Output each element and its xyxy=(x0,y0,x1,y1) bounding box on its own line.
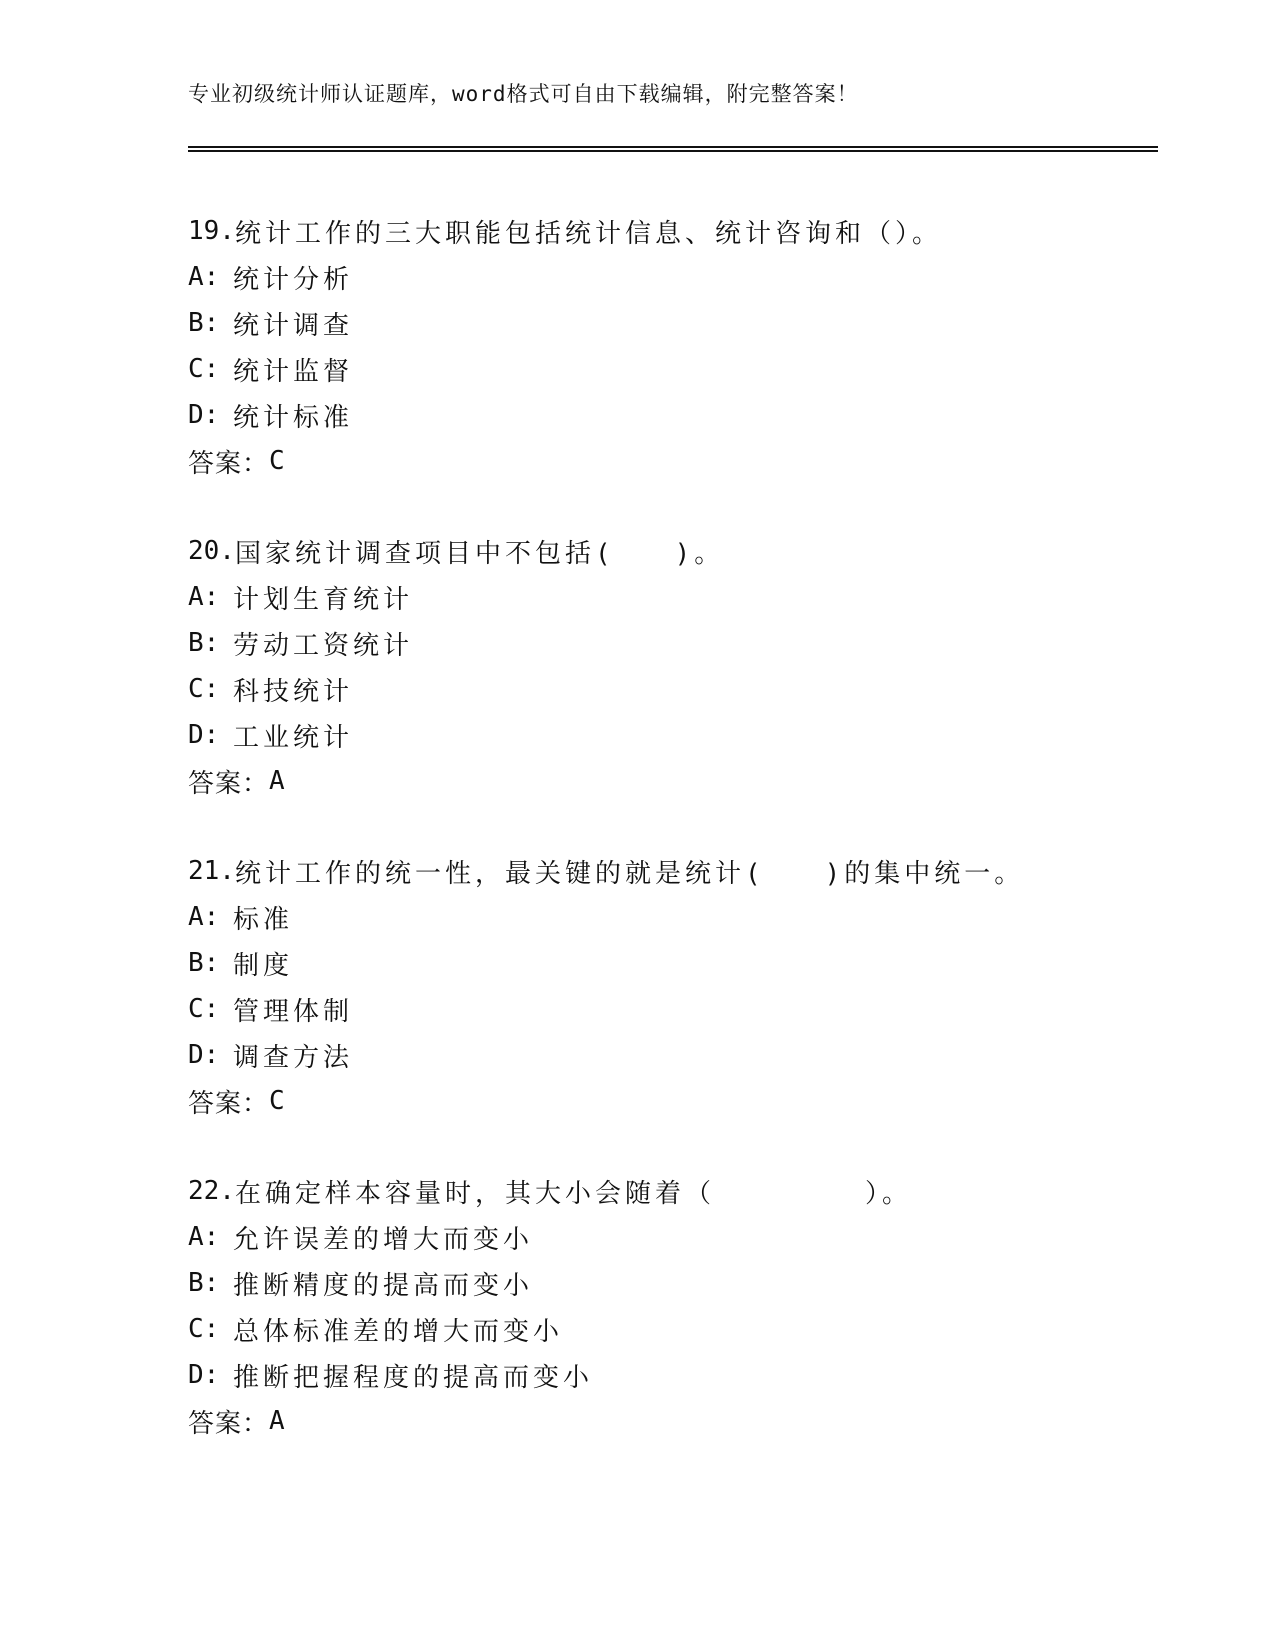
option-text: 劳动工资统计 xyxy=(233,630,414,661)
option-d xyxy=(188,712,1168,758)
option-text: 推断把握程度的提高而变小 xyxy=(233,1362,594,1393)
answer-value: A xyxy=(269,766,286,796)
answer-value: C xyxy=(269,446,286,476)
option-text: 统计分析 xyxy=(233,264,354,295)
option-text: 允许误差的增大而变小 xyxy=(233,1224,534,1255)
option-b xyxy=(188,620,1168,666)
option-letter: C: xyxy=(188,994,220,1024)
option-letter: A: xyxy=(188,262,220,292)
option-letter: D: xyxy=(188,1040,220,1070)
question-number: 21. xyxy=(188,856,235,886)
question-21 xyxy=(188,848,1168,1124)
option-text: 计划生育统计 xyxy=(233,584,414,615)
option-a xyxy=(188,574,1168,620)
option-a xyxy=(188,894,1168,940)
answer-line xyxy=(188,1398,1168,1444)
option-b xyxy=(188,1260,1168,1306)
option-letter: B: xyxy=(188,308,220,338)
header-divider xyxy=(188,150,1158,152)
option-a xyxy=(188,254,1168,300)
answer-line xyxy=(188,758,1168,804)
answer-line xyxy=(188,438,1168,484)
option-letter: B: xyxy=(188,948,220,978)
option-b xyxy=(188,940,1168,986)
question-text: 国家统计调查项目中不包括( )。 xyxy=(234,538,725,569)
question-number: 22. xyxy=(188,1176,235,1206)
option-letter: A: xyxy=(188,1222,220,1252)
answer-label: 答案： xyxy=(188,1408,270,1439)
answer-label: 答案： xyxy=(188,768,270,799)
answer-value: C xyxy=(269,1086,286,1116)
option-letter: C: xyxy=(188,354,220,384)
option-letter: C: xyxy=(188,1314,220,1344)
answer-value: A xyxy=(269,1406,286,1436)
option-c xyxy=(188,986,1168,1032)
option-text: 管理体制 xyxy=(233,996,354,1027)
option-letter: B: xyxy=(188,628,220,658)
answer-label: 答案： xyxy=(188,448,270,479)
header-divider xyxy=(188,146,1158,148)
question-stem xyxy=(188,848,1168,894)
question-number: 20. xyxy=(188,536,235,566)
option-text: 统计标准 xyxy=(233,402,354,433)
question-text: 统计工作的统一性，最关键的就是统计( )的集中统一。 xyxy=(234,858,1025,889)
option-d xyxy=(188,1032,1168,1078)
option-b xyxy=(188,300,1168,346)
option-letter: C: xyxy=(188,674,220,704)
question-20 xyxy=(188,528,1168,804)
question-number: 19. xyxy=(188,216,235,246)
answer-line xyxy=(188,1078,1168,1124)
question-text: 统计工作的三大职能包括统计信息、统计咨询和（）。 xyxy=(234,218,942,249)
option-c xyxy=(188,666,1168,712)
option-a xyxy=(188,1214,1168,1260)
page-header: 专业初级统计师认证题库，word格式可自由下载编辑，附完整答案！ xyxy=(188,82,859,106)
question-stem xyxy=(188,208,1168,254)
question-stem xyxy=(188,1168,1168,1214)
question-19 xyxy=(188,208,1168,484)
option-text: 科技统计 xyxy=(233,676,354,707)
option-text: 推断精度的提高而变小 xyxy=(233,1270,534,1301)
question-stem xyxy=(188,528,1168,574)
option-text: 标准 xyxy=(233,904,294,935)
option-letter: A: xyxy=(188,582,220,612)
option-c xyxy=(188,346,1168,392)
option-letter: A: xyxy=(188,902,220,932)
option-letter: D: xyxy=(188,1360,220,1390)
option-d xyxy=(188,1352,1168,1398)
option-letter: B: xyxy=(188,1268,220,1298)
option-c xyxy=(188,1306,1168,1352)
option-d xyxy=(188,392,1168,438)
option-text: 调查方法 xyxy=(233,1042,354,1073)
answer-label: 答案： xyxy=(188,1088,270,1119)
option-text: 工业统计 xyxy=(233,722,354,753)
option-text: 总体标准差的增大而变小 xyxy=(233,1316,564,1347)
option-text: 统计调查 xyxy=(233,310,354,341)
question-text: 在确定样本容量时，其大小会随着（ ）。 xyxy=(234,1178,912,1209)
option-text: 制度 xyxy=(233,950,294,981)
option-text: 统计监督 xyxy=(233,356,354,387)
option-letter: D: xyxy=(188,400,220,430)
option-letter: D: xyxy=(188,720,220,750)
question-22 xyxy=(188,1168,1168,1444)
